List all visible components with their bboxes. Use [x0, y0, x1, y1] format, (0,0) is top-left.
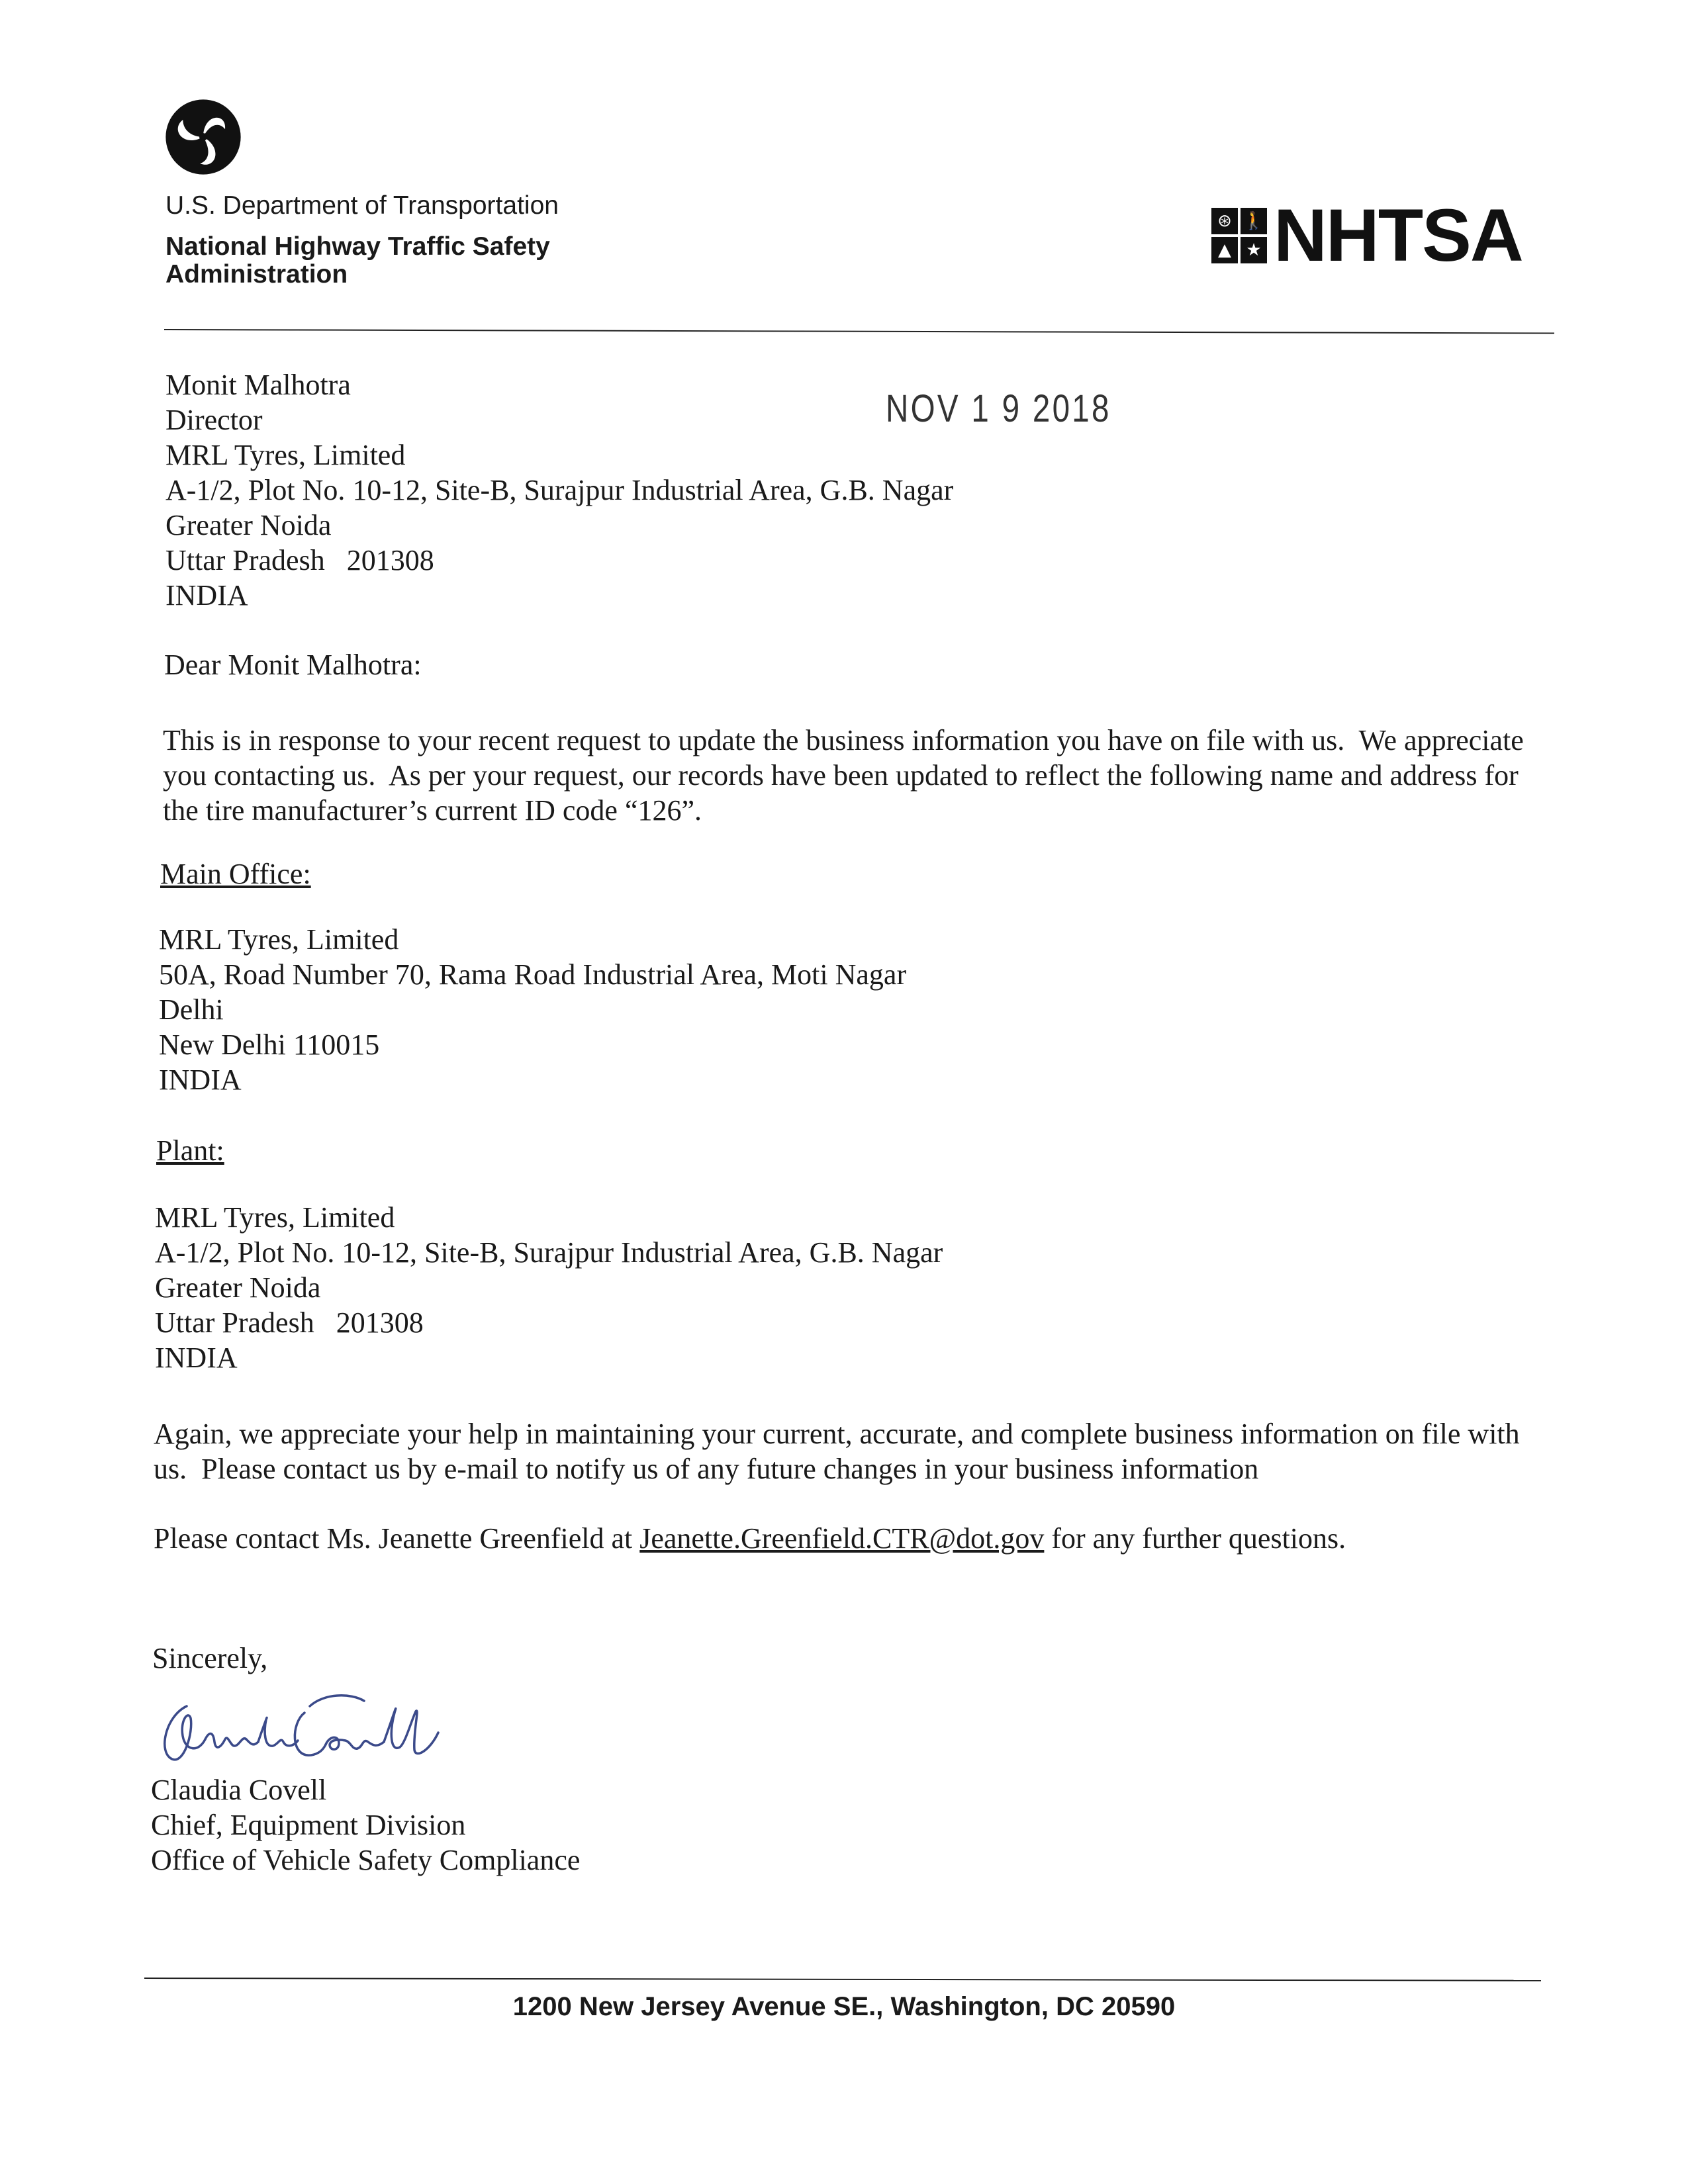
main-office-company: MRL Tyres, Limited [159, 923, 399, 956]
plant-state-zip: Uttar Pradesh 201308 [155, 1306, 424, 1339]
closing: Sincerely, [152, 1642, 268, 1674]
recipient-address-line: A-1/2, Plot No. 10-12, Site-B, Surajpur Industrial Area, G.B. Nagar [165, 474, 954, 506]
agency-name-line-1: National Highway Traffic Safety [165, 232, 550, 261]
dot-triskelion-logo-icon [164, 98, 242, 176]
agency-name [165, 233, 669, 289]
signer-title: Chief, Equipment Division [151, 1809, 466, 1841]
plant-label: Plant: [156, 1134, 224, 1167]
agency-name-line-2: Administration [165, 260, 348, 289]
main-office-state-zip: New Delhi 110015 [159, 1028, 380, 1061]
signer-name: Claudia Covell [151, 1774, 327, 1806]
nhtsa-pictogram-icon: ⊛ 🚶 ▲ ★ [1211, 208, 1267, 263]
nhtsa-logo [1211, 194, 1523, 277]
main-office-address-line: 50A, Road Number 70, Rama Road Industrial Area, Moti Nagar [159, 958, 907, 991]
footer-divider [144, 1978, 1541, 1981]
recipient-address [165, 367, 953, 613]
body-paragraph-3 [154, 1521, 1346, 1556]
plant-city: Greater Noida [155, 1271, 321, 1304]
signer-block [151, 1772, 580, 1878]
recipient-name: Monit Malhotra [165, 369, 351, 401]
body-paragraph-1: This is in response to your recent request to update the business information you have on file with us. We appreciate you contacting us. As per your request, our records have been updated to reflect the following name and address for the tire manufacturer’s current ID code “126”. [163, 724, 1531, 827]
recipient-company: MRL Tyres, Limited [165, 439, 406, 471]
date-stamp: NOV 1 9 2018 [886, 387, 1111, 430]
contact-text-before: Please contact Ms. Jeanette Greenfield at [154, 1522, 640, 1555]
main-office-address [159, 922, 906, 1097]
footer-address: 1200 New Jersey Avenue SE., Washington, DC 20590 [512, 1992, 1176, 2021]
contact-text-after: for any further questions. [1044, 1522, 1346, 1555]
nhtsa-wordmark: NHTSA [1274, 194, 1523, 277]
body-paragraph-2: Again, we appreciate your help in maintaining your current, accurate, and complete business information on file with us. Please contact us by e-mail to notify us of any future changes in your business information [154, 1418, 1527, 1485]
salutation: Dear Monit Malhotra: [164, 649, 422, 681]
plant-address [155, 1200, 943, 1375]
signer-office: Office of Vehicle Safety Compliance [151, 1844, 581, 1876]
contact-email-link[interactable]: Jeanette.Greenfield.CTR@dot.gov [639, 1522, 1045, 1555]
main-office-label: Main Office: [160, 858, 311, 890]
recipient-title: Director [165, 404, 263, 436]
main-office-city: Delhi [159, 993, 224, 1026]
header-divider [164, 329, 1554, 334]
handwritten-signature [152, 1686, 496, 1772]
recipient-city: Greater Noida [165, 509, 332, 541]
recipient-country: INDIA [165, 579, 248, 612]
department-name: U.S. Department of Transportation [165, 191, 559, 220]
main-office-country: INDIA [159, 1064, 242, 1096]
plant-company: MRL Tyres, Limited [155, 1201, 395, 1234]
plant-country: INDIA [155, 1342, 238, 1374]
plant-address-line: A-1/2, Plot No. 10-12, Site-B, Surajpur Industrial Area, G.B. Nagar [155, 1236, 943, 1269]
recipient-state-zip: Uttar Pradesh 201308 [165, 544, 434, 576]
